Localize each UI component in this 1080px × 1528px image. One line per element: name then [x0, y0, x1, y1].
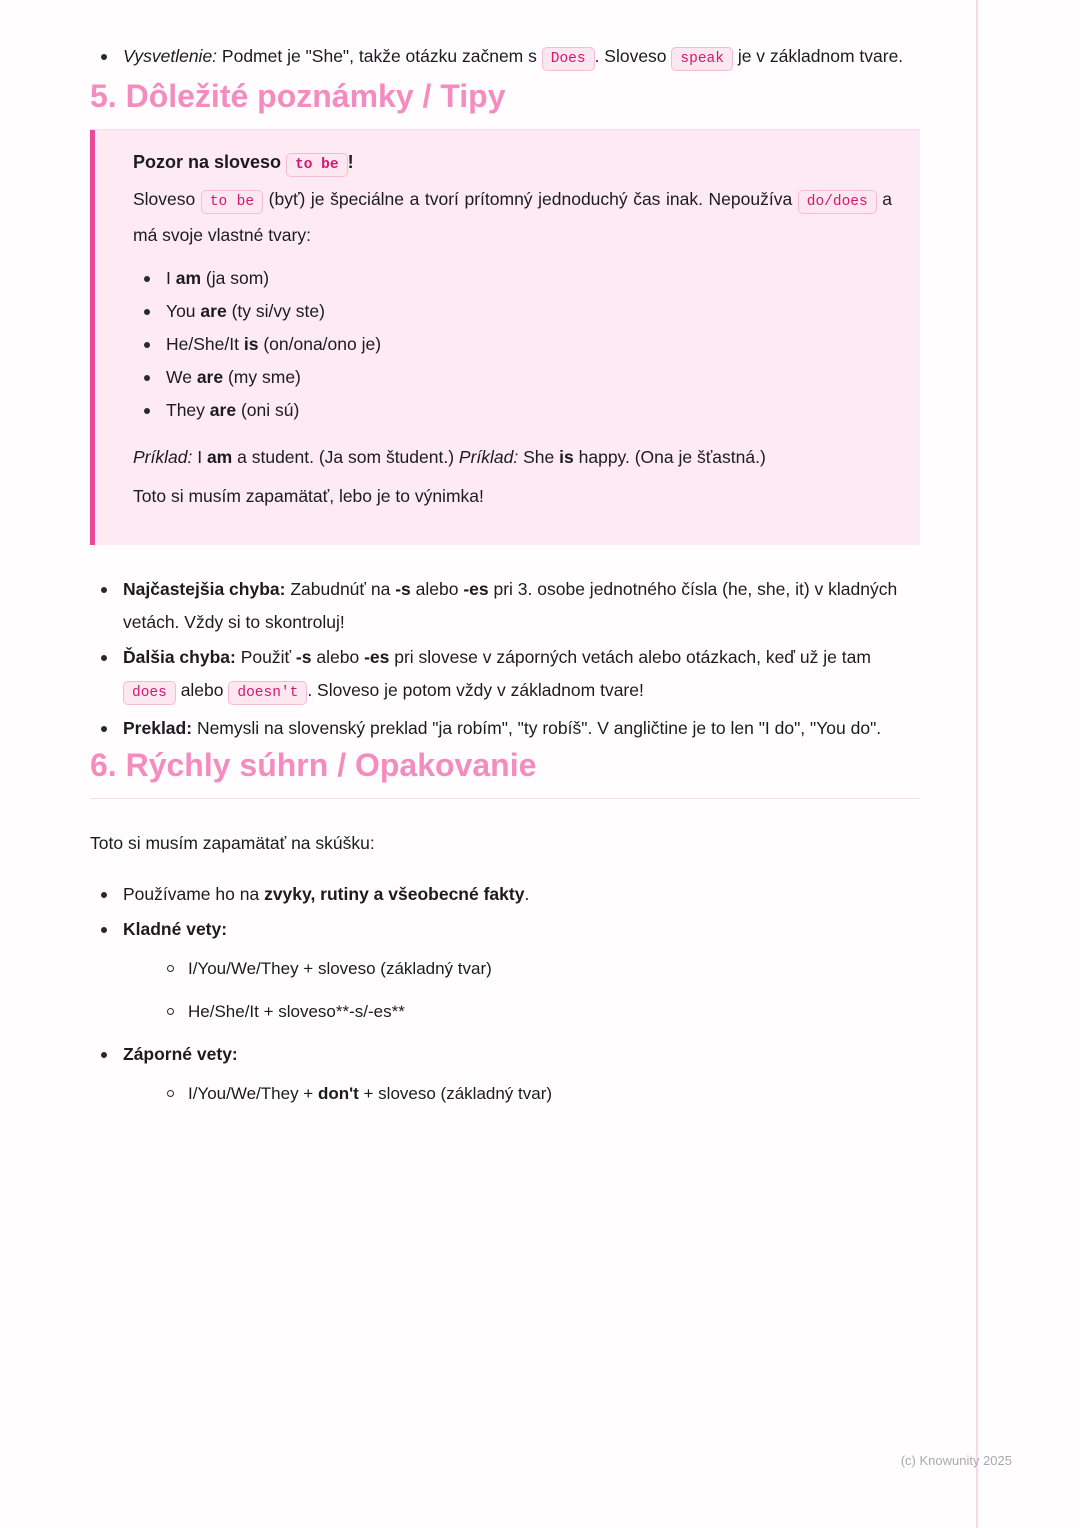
code-does-2: does: [123, 681, 176, 705]
negative-item-pre: I/You/We/They +: [188, 1084, 318, 1103]
mistake-1-a: Zabudnúť na: [290, 579, 391, 599]
mistake-3-label: Preklad:: [123, 718, 193, 738]
mistake-2-s: -s: [295, 647, 312, 667]
form-gloss: (my sme): [227, 367, 301, 387]
callout-text-a: Sloveso: [133, 189, 196, 209]
to-be-forms-list: [133, 262, 892, 427]
list-item: [133, 361, 892, 394]
callout-text-b: (byť) je špeciálne a tvorí prítomný jednoduchý čas inak. Nepoužíva: [268, 189, 793, 209]
explanation-text-3: je v základnom tvare.: [737, 46, 904, 66]
example-1-b: a student. (Ja som študent.): [237, 447, 455, 467]
callout-examples: [133, 441, 892, 474]
explanation-text-1: Podmet je "She", takže otázku začnem s: [221, 46, 537, 66]
negative-sentences-sublist: [123, 1077, 920, 1110]
callout-note: Toto si musím zapamätať, lebo je to výnimka!: [133, 486, 484, 506]
summary-point-1-a: Používame ho na: [123, 884, 260, 904]
negative-item-post: + sloveso (základný tvar): [358, 1084, 553, 1103]
summary-point-1-b: .: [524, 884, 530, 904]
example-1-a: I: [197, 447, 203, 467]
positive-sentences-sublist: [123, 952, 920, 1028]
mistake-1-d: pri 3. osobe jednotného čísla (he, she, it) v kladných vetách. Vždy si to skontroluj!: [123, 579, 898, 632]
section-heading-6: 6. Rýchly súhrn / Opakovanie: [90, 747, 920, 799]
code-to-be: to be: [201, 190, 263, 214]
code-do-does: do/does: [798, 190, 877, 214]
form-subject: He/She/It: [166, 334, 239, 354]
watermark: (c) Knowunity 2025: [900, 1453, 1012, 1468]
list-item: [133, 295, 892, 328]
list-item: [163, 1077, 920, 1110]
mistake-2-f: . Sloveso je potom vždy v základnom tvare!: [307, 680, 644, 700]
summary-point-1-bold: zvyky, rutiny a všeobecné fakty: [264, 884, 525, 904]
mistake-2-label: Ďalšia chyba:: [123, 647, 236, 667]
common-mistakes-list: [90, 573, 920, 745]
list-item: [133, 394, 892, 427]
form-gloss: (ja som): [205, 268, 270, 288]
callout-paragraph: [133, 183, 892, 252]
list-item: [133, 262, 892, 295]
form-subject: You: [166, 301, 196, 321]
mistake-2-es: -es: [364, 647, 390, 667]
list-item: [133, 328, 892, 361]
mistake-2-c: alebo: [316, 647, 360, 667]
mistake-1-es: -es: [463, 579, 489, 599]
negative-item-bold: don't: [317, 1084, 359, 1103]
form-verb: are: [196, 367, 224, 387]
example-2-a: She: [523, 447, 555, 467]
form-verb: am: [175, 268, 202, 288]
callout-to-be: [90, 130, 920, 545]
mistake-3-text: Nemysli na slovenský preklad "ja robím", "ty robíš". V angličtine je to len "I do", "You do".: [196, 718, 882, 738]
summary-list: [90, 878, 920, 1110]
document-content: [90, 40, 920, 1120]
code-to-be-title: to be: [286, 153, 348, 177]
callout-title-suffix: !: [347, 152, 354, 172]
form-gloss: (ty si/vy ste): [231, 301, 325, 321]
form-verb: is: [243, 334, 259, 354]
callout-title-prefix: Pozor na sloveso: [133, 152, 282, 172]
form-subject: We: [166, 367, 192, 387]
callout-title: [133, 152, 892, 173]
form-subject: I: [166, 268, 171, 288]
list-item: [90, 641, 920, 710]
section-heading-5: 5. Dôležité poznámky / Tipy: [90, 78, 920, 130]
form-verb: are: [209, 400, 237, 420]
form-verb: are: [200, 301, 227, 321]
mistake-2-e: alebo: [180, 680, 224, 700]
list-item: [90, 1038, 920, 1110]
list-item: I/You/We/They + sloveso (základný tvar): [163, 952, 920, 985]
list-item: [90, 878, 920, 911]
example-1-verb: am: [206, 447, 233, 467]
negative-sentences-label: Záporné vety:: [123, 1044, 238, 1064]
code-does: Does: [542, 47, 595, 71]
example-2-b: happy. (Ona je šťastná.): [578, 447, 766, 467]
summary-intro: Toto si musím zapamätať na skúšku:: [90, 833, 375, 853]
code-doesnt: doesn't: [228, 681, 307, 705]
top-bullet-list: [90, 40, 920, 76]
list-item: [90, 712, 920, 745]
callout-text-c: a má svoje vlastné tvary:: [133, 189, 893, 245]
example-2-verb: is: [559, 447, 574, 467]
list-item: [90, 40, 920, 76]
explanation-text-2: . Sloveso: [594, 46, 667, 66]
mistake-1-label: Najčastejšia chyba:: [123, 579, 286, 599]
mistake-1-s: -s: [395, 579, 411, 599]
positive-sentences-label: Kladné vety:: [123, 919, 228, 939]
list-item: [90, 913, 920, 1028]
code-speak: speak: [671, 47, 733, 71]
mistake-2-a: Použiť: [240, 647, 292, 667]
form-subject: They: [166, 400, 205, 420]
list-item: He/She/It + sloveso**-s/-es**: [163, 995, 920, 1028]
example-label-1: Príklad:: [133, 447, 193, 467]
mistake-2-d: pri slovese v záporných vetách alebo otázkach, keď už je tam: [394, 647, 871, 667]
list-item: [90, 573, 920, 639]
explanation-label: Vysvetlenie:: [123, 46, 218, 66]
form-gloss: (oni sú): [240, 400, 300, 420]
example-label-2: Príklad:: [458, 447, 519, 467]
form-gloss: (on/ona/ono je): [263, 334, 382, 354]
mistake-1-c: alebo: [415, 579, 459, 599]
page-right-rule: [976, 0, 978, 1528]
